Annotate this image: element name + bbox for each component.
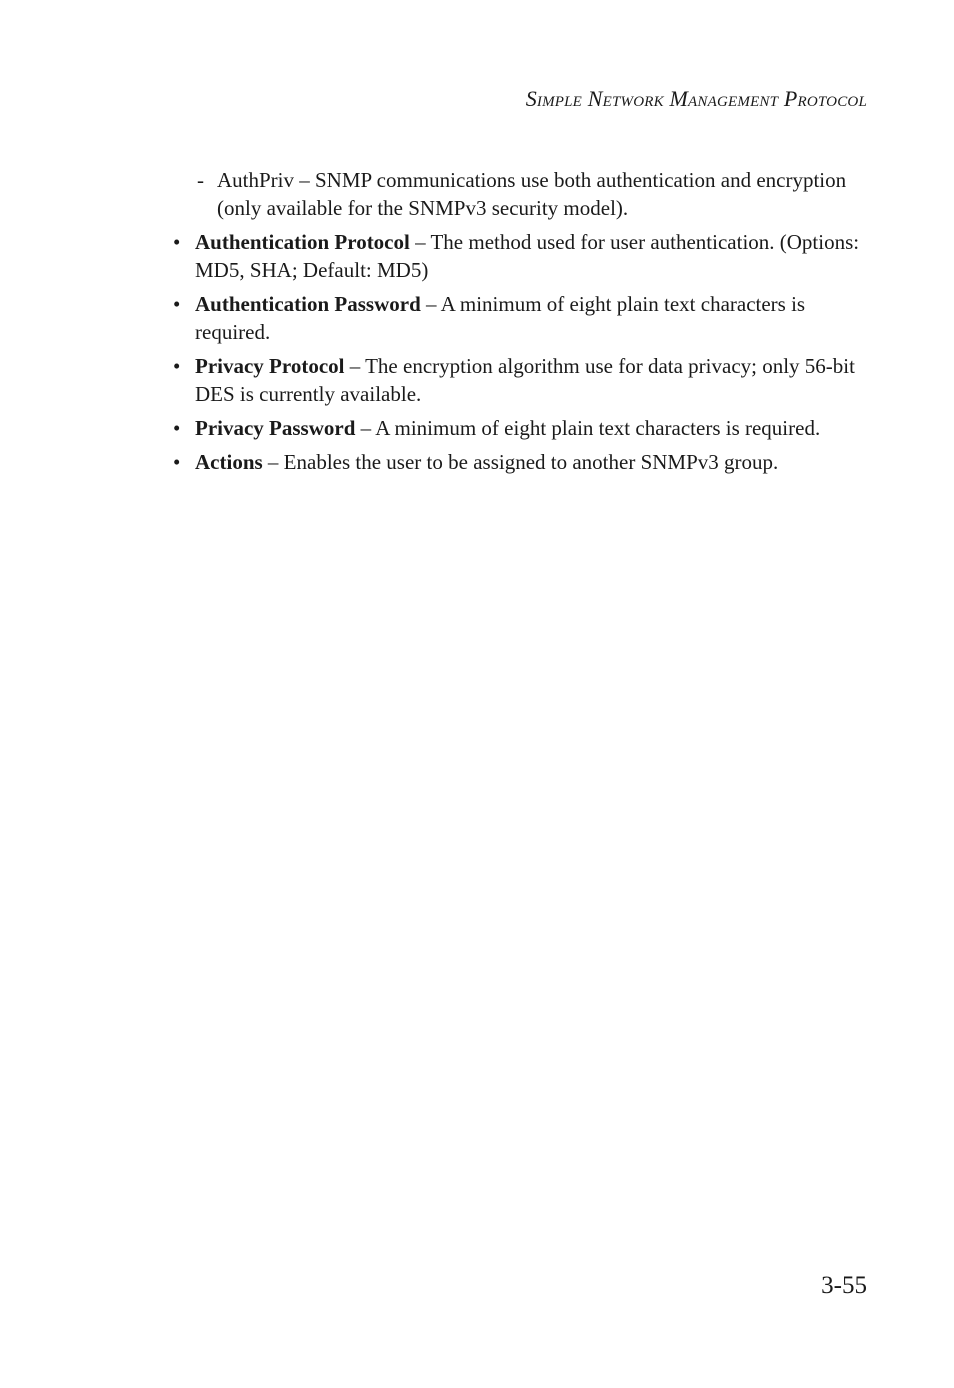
term-label: Privacy Protocol [195,354,345,378]
term-description: – The encryption algorithm use for data privacy; only 56-bit DES is currently available. [195,354,855,406]
term-label: Actions [195,450,263,474]
sub-list-item-text: AuthPriv – SNMP communications use both authentication and encryption (only available for the SNMPv3 security model). [217,168,847,220]
term-label: Authentication Password [195,292,421,316]
term-description: – A minimum of eight plain text characters is required. [355,416,821,440]
term-description: – Enables the user to be assigned to another SNMPv3 group. [262,450,779,474]
sub-list-item-authpriv [170,166,870,222]
document-body [170,166,870,482]
running-header: Simple Network Management Protocol [525,86,867,111]
bullet-marker: • [173,450,181,474]
list-item-authentication-protocol [170,228,870,284]
bullet-marker: • [173,354,181,378]
term-description: – The method used for user authentication. (Options: MD5, SHA; Default: MD5) [195,230,860,282]
page-number: 3-55 [821,1272,867,1299]
bullet-marker: • [173,230,181,254]
list-item-authentication-password [170,290,870,346]
list-item-privacy-protocol [170,352,870,408]
term-label: Privacy Password [195,416,356,440]
list-item-privacy-password [170,414,870,442]
bullet-marker: • [173,416,181,440]
bullet-marker: • [173,292,181,316]
term-label: Authentication Protocol [195,230,410,254]
list-item-actions [170,448,870,476]
parameter-list [170,228,870,476]
dash-marker: - [197,168,204,192]
term-description: – A minimum of eight plain text characters is required. [195,292,806,344]
